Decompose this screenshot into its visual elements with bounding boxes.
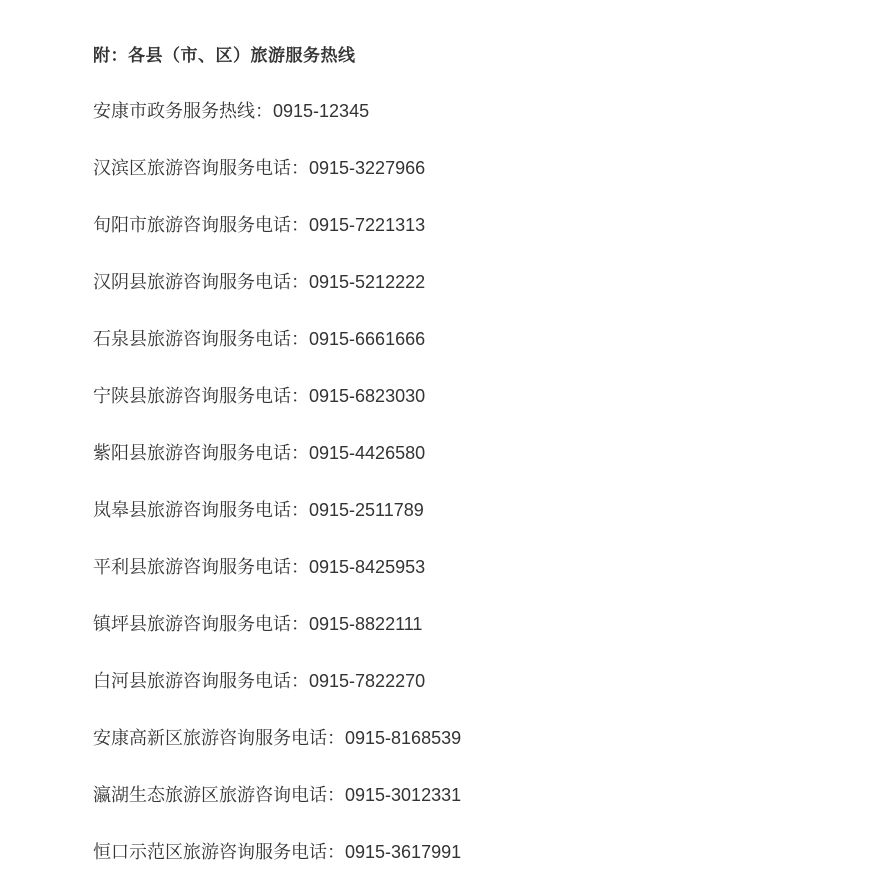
hotline-line-hanyin — [93, 270, 829, 294]
hotline-line-baihe — [93, 669, 829, 693]
hotline-label: 汉阴县旅游咨询服务电话： — [93, 272, 309, 292]
hotline-line-hanbin — [93, 156, 829, 180]
hotline-phone: 0915-8168539 — [345, 728, 462, 748]
hotline-label: 安康高新区旅游咨询服务电话： — [93, 728, 345, 748]
hotline-phone: 0915-5212222 — [309, 272, 426, 292]
hotline-line-ningshan — [93, 384, 829, 408]
hotline-label: 镇坪县旅游咨询服务电话： — [93, 614, 309, 634]
hotline-phone: 0915-3617991 — [345, 842, 462, 862]
hotline-phone: 0915-2511789 — [309, 500, 424, 520]
hotline-line-zhenping — [93, 612, 829, 636]
hotline-label: 石泉县旅游咨询服务电话： — [93, 329, 309, 349]
hotline-label: 紫阳县旅游咨询服务电话： — [93, 443, 309, 463]
hotline-label: 平利县旅游咨询服务电话： — [93, 557, 309, 577]
hotline-label: 汉滨区旅游咨询服务电话： — [93, 158, 309, 178]
hotline-line-langao — [93, 498, 829, 522]
hotline-label: 恒口示范区旅游咨询服务电话： — [93, 842, 345, 862]
hotline-line-pingli — [93, 555, 829, 579]
hotline-label: 宁陕县旅游咨询服务电话： — [93, 386, 309, 406]
hotline-phone: 0915-3227966 — [309, 158, 426, 178]
hotline-phone: 0915-4426580 — [309, 443, 426, 463]
hotline-phone: 0915-8425953 — [309, 557, 426, 577]
hotline-line-ziyang — [93, 441, 829, 465]
hotline-line-shiquan — [93, 327, 829, 351]
hotline-phone: 0915-6823030 — [309, 386, 426, 406]
hotline-phone: 0915-7822270 — [309, 671, 426, 691]
page-title: 附：各县（市、区）旅游服务热线 — [93, 46, 356, 65]
hotline-line-gaoxin — [93, 726, 829, 750]
hotline-phone: 0915-12345 — [273, 101, 370, 121]
hotline-line-yinghu — [93, 783, 829, 807]
hotline-label: 瀛湖生态旅游区旅游咨询电话： — [93, 785, 345, 805]
hotline-line-ankang-gov — [93, 99, 829, 123]
hotline-label: 旬阳市旅游咨询服务电话： — [93, 215, 309, 235]
hotline-label: 白河县旅游咨询服务电话： — [93, 671, 309, 691]
hotline-phone: 0915-8822111 — [309, 614, 423, 634]
hotline-line-hengkou — [93, 840, 829, 864]
hotline-label: 岚皋县旅游咨询服务电话： — [93, 500, 309, 520]
hotline-line-xunyang — [93, 213, 829, 237]
hotline-phone: 0915-7221313 — [309, 215, 426, 235]
hotline-phone: 0915-3012331 — [345, 785, 462, 805]
hotline-label: 安康市政务服务热线： — [93, 101, 273, 121]
hotline-phone: 0915-6661666 — [309, 329, 426, 349]
